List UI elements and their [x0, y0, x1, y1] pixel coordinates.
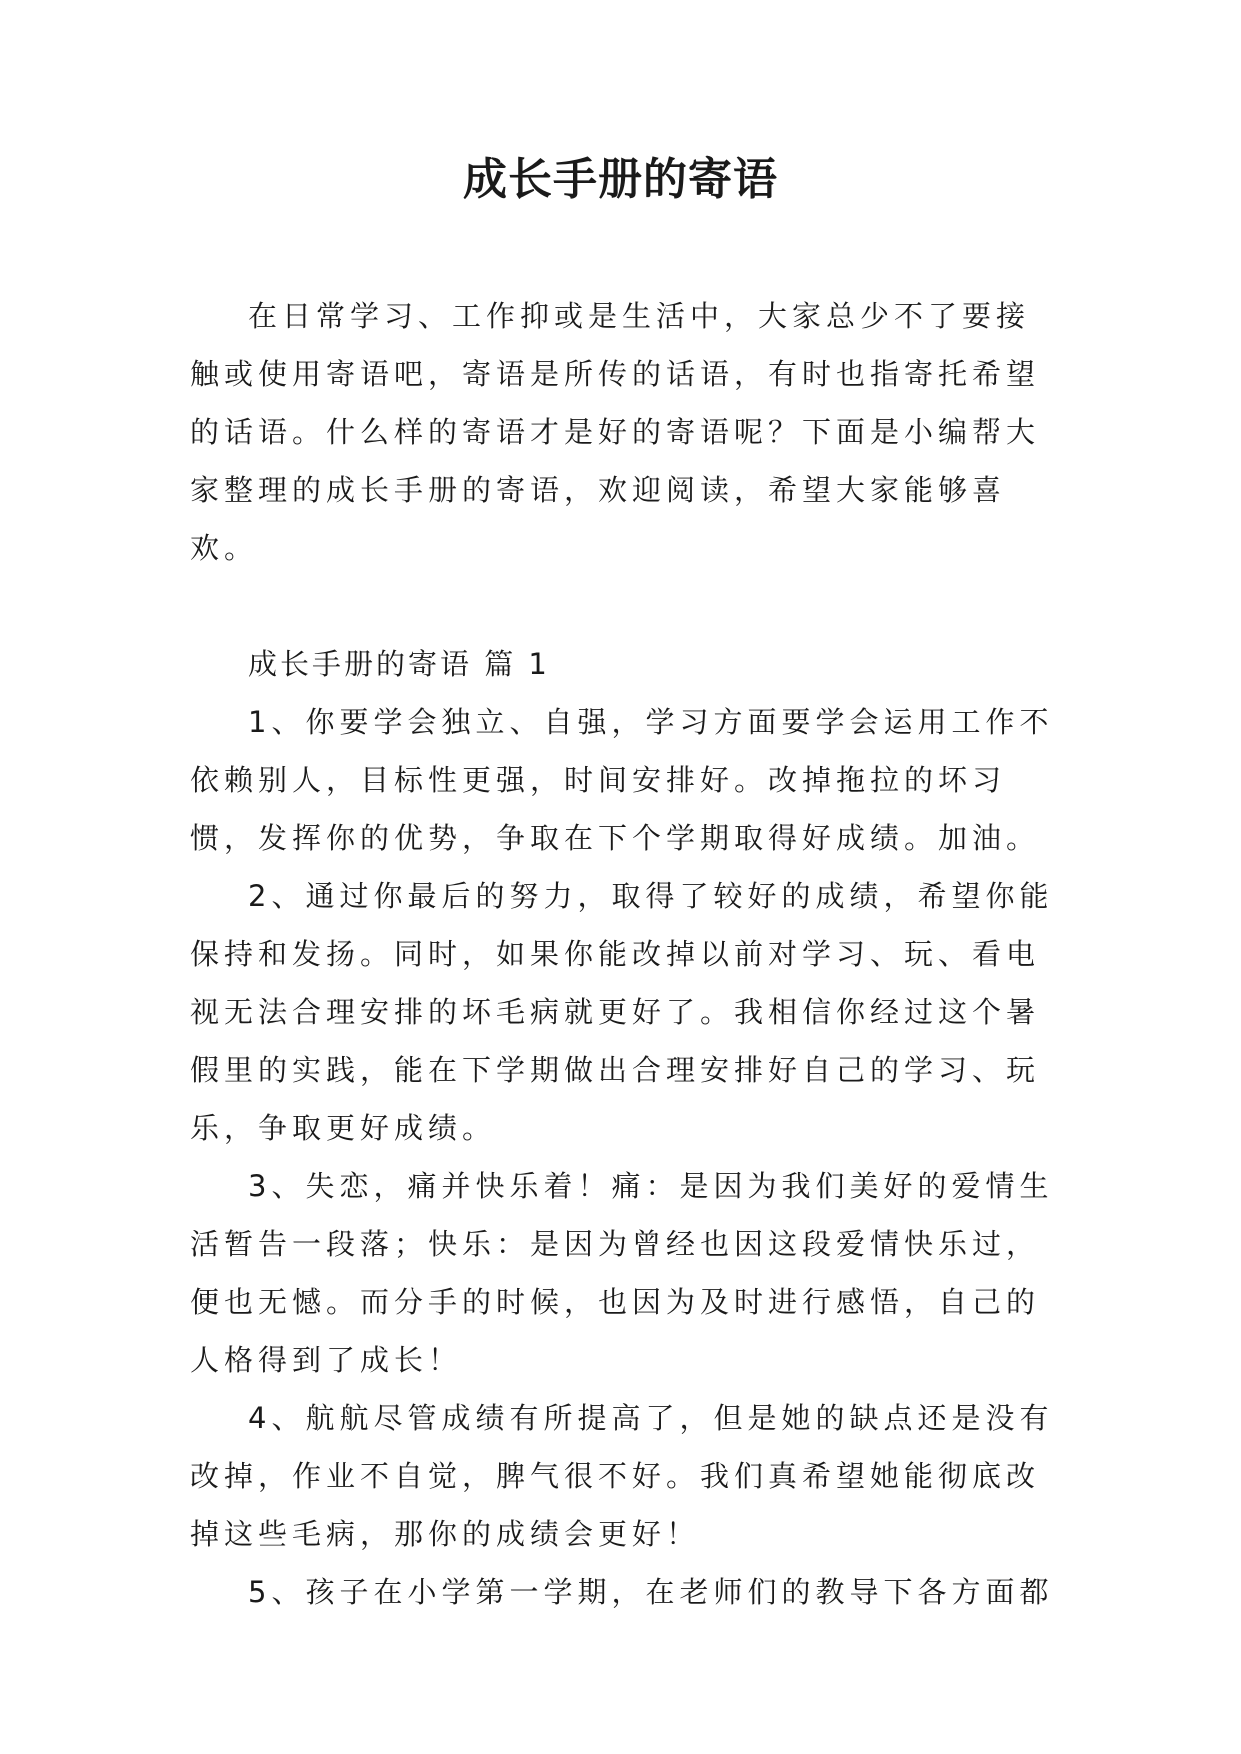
document-title: 成长手册的寄语 — [463, 154, 778, 205]
section-heading: 成长手册的寄语 篇 1 — [248, 647, 550, 681]
paragraph-3: 3、失恋，痛并快乐着！痛：是因为我们美好的爱情生活暂告一段落；快乐：是因为曾经也因这段爱情快乐过，便也无憾。而分手的时候，也因为及时进行感悟，自己的人格得到了成长！ — [190, 1169, 1054, 1377]
paragraph-1: 1、你要学会独立、自强，学习方面要学会运用工作不依赖别人，目标性更强，时间安排好。改掉拖拉的坏习惯，发挥你的优势，争取在下个学期取得好成绩。加油。 — [190, 705, 1054, 855]
paragraph-4: 4、航航尽管成绩有所提高了，但是她的缺点还是没有改掉，作业不自觉，脾气很不好。我们真希望她能彻底改掉这些毛病，那你的成绩会更好！ — [190, 1401, 1054, 1551]
document-body — [190, 287, 1058, 1621]
paragraph-5: 5、孩子在小学第一学期，在老师们的教导下各方面都 — [248, 1575, 1054, 1609]
intro-paragraph: 在日常学习、工作抑或是生活中，大家总少不了要接触或使用寄语吧，寄语是所传的话语，有时也指寄托希望的话语。什么样的寄语才是好的寄语呢？下面是小编帮大家整理的成长手册的寄语，欢迎阅读，希望大家能够喜欢。 — [190, 299, 1041, 565]
paragraph-2: 2、通过你最后的努力，取得了较好的成绩，希望你能保持和发扬。同时，如果你能改掉以前对学习、玩、看电视无法合理安排的坏毛病就更好了。我相信你经过这个暑假里的实践，能在下学期做出合理安排好自己的学习、玩乐，争取更好成绩。 — [190, 879, 1054, 1145]
